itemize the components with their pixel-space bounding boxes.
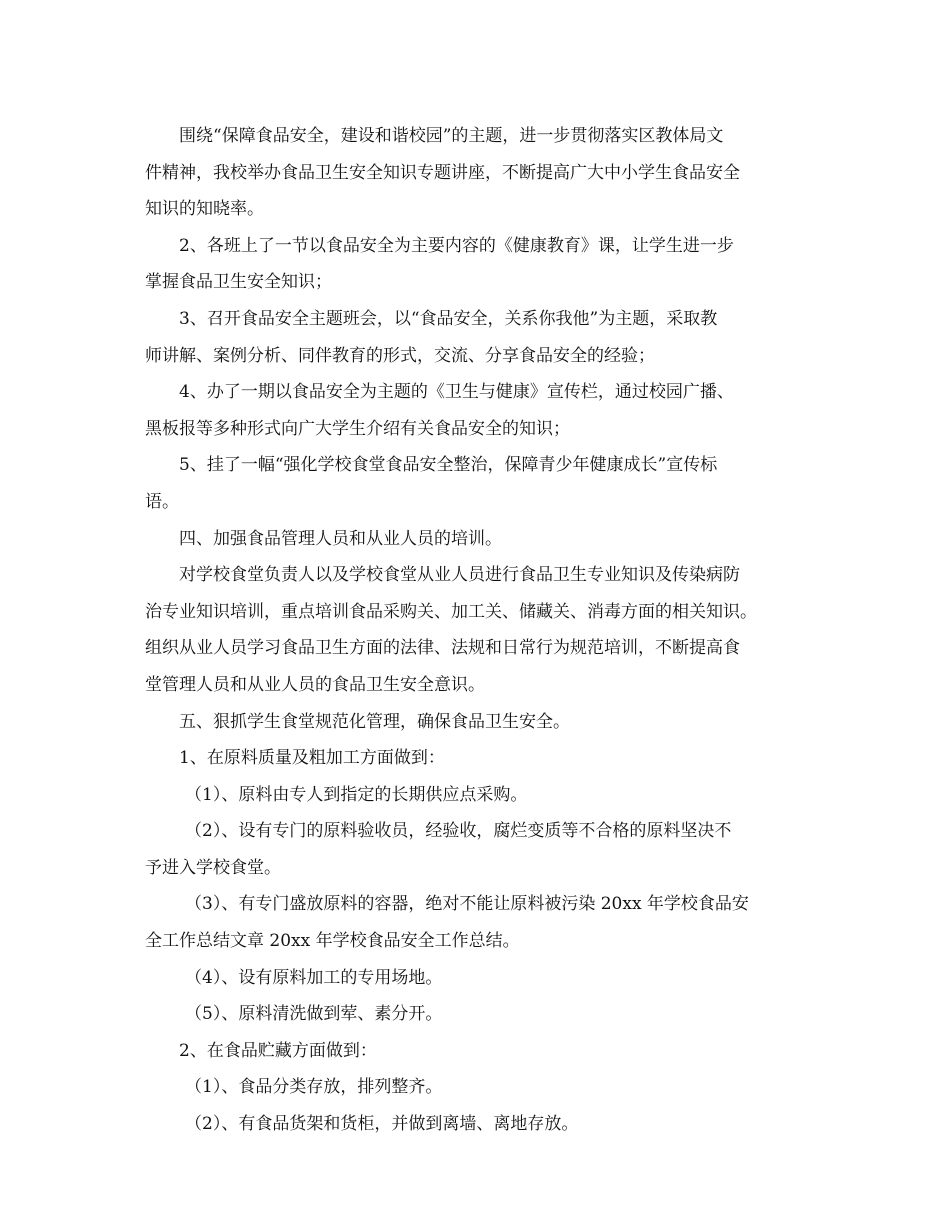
paragraph-line: 围绕“保障食品安全，建设和谐校园”的主题，进一步贯彻落实区教体局文 [179,126,724,146]
paragraph-line: 2、各班上了一节以食品安全为主要内容的《健康教育》课，让学生进一步 [179,235,734,256]
subsection-heading: 2、在食品贮藏方面做到： [179,1040,377,1061]
list-item: （1）、原料由专人到指定的长期供应点采购。 [185,784,528,805]
list-item: （5）、原料清洗做到荤、素分开。 [185,1004,443,1025]
paragraph-line: 组织从业人员学习食品卫生方面的法律、法规和日常行为规范培训，不断提高食 [145,638,740,659]
paragraph-line: 治专业知识培训，重点培训食品采购关、加工关、储藏关、消毒方面的相关知识。 [145,601,757,622]
paragraph-line: 黑板报等多种形式向广大学生介绍有关食品安全的知识； [145,418,570,439]
paragraph-line: 堂管理人员和从业人员的食品卫生安全意识。 [145,674,485,695]
paragraph-line: 掌握食品卫生安全知识； [145,272,332,293]
paragraph-line: 4、办了一期以食品安全为主题的《卫生与健康》宣传栏，通过校园广播、 [179,382,734,403]
list-item: （2）、有食品货架和货柜，并做到离墙、离地存放。 [185,1114,579,1135]
paragraph-line: 师讲解、案例分析、同伴教育的形式，交流、分享食品安全的经验； [145,345,655,366]
list-item: （4）、设有原料加工的专用场地。 [185,967,443,988]
section-heading: 五、狠抓学生食堂规范化管理，确保食品卫生安全。 [179,711,570,732]
document-body [145,118,810,1143]
list-item: （1）、食品分类存放，排列整齐。 [185,1077,443,1098]
paragraph-line: 对学校食堂负责人以及学校食堂从业人员进行食品卫生专业知识及传染病防 [179,565,740,586]
paragraph-line: 语。 [145,491,179,512]
subsection-heading: 1、在原料质量及粗加工方面做到： [179,748,445,769]
paragraph-line: 3、召开食品安全主题班会，以“食品安全，关系你我他”为主题，采取教 [179,308,718,329]
paragraph-line: 知识的知晓率。 [145,199,264,220]
paragraph-line: 全工作总结文章 20xx 年学校食品安全工作总结。 [145,931,520,952]
list-item: （3）、有专门盛放原料的容器，绝对不能让原料被污染 20xx 年学校食品安 [185,894,749,915]
paragraph-line: 5、挂了一幅“强化学校食堂食品安全整治，保障青少年健康成长”宣传标 [179,455,718,476]
paragraph-line: 予进入学校食堂。 [145,857,281,878]
list-item: （2）、设有专门的原料验收员，经验收，腐烂变质等不合格的原料坚决不 [185,821,732,842]
paragraph-line: 件精神，我校举办食品卫生安全知识专题讲座，不断提高广大中小学生食品安全 [145,162,740,183]
section-heading: 四、加强食品管理人员和从业人员的培训。 [179,528,502,549]
